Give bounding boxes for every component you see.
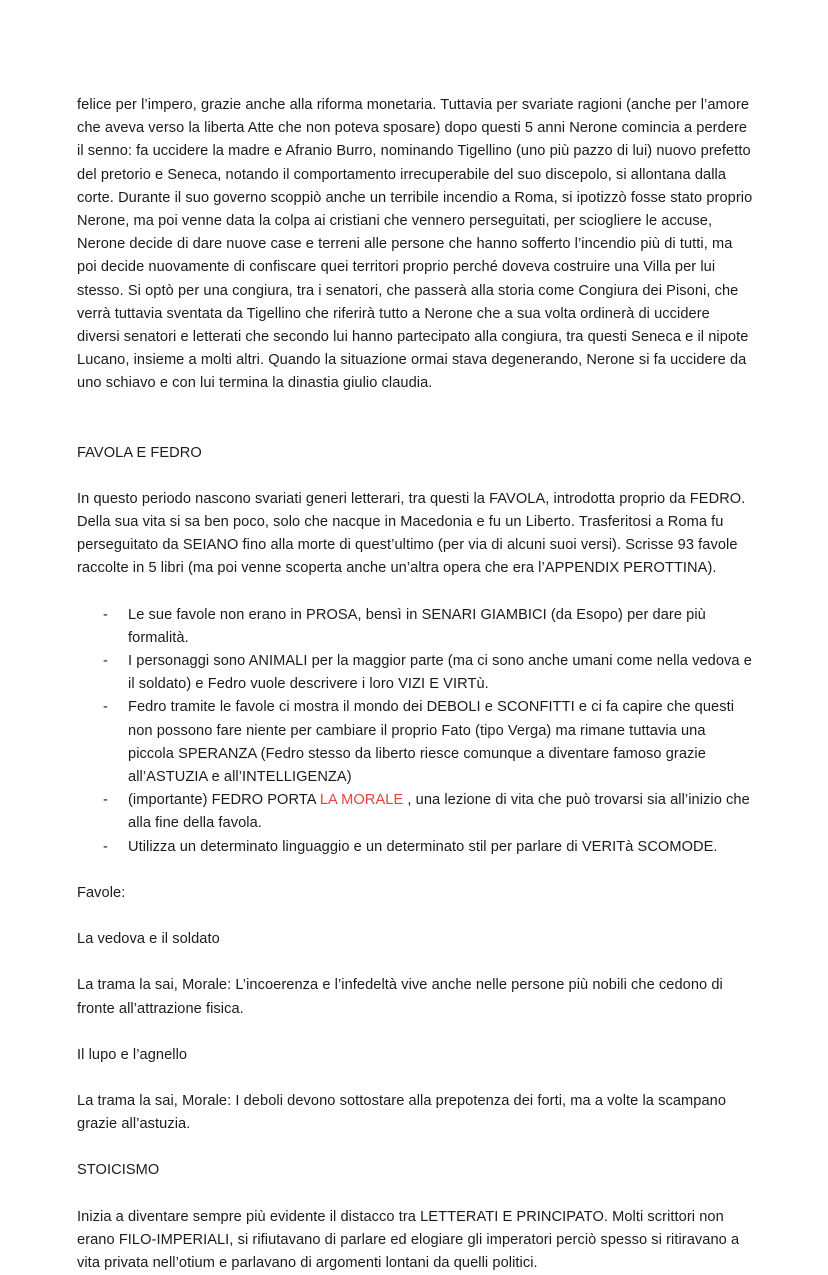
list-item: [77, 650, 753, 696]
favola-title-vedova: La vedova e il soldato: [77, 931, 220, 948]
highlight-la-morale: LA MORALE: [319, 792, 404, 809]
favola-bullet-list: [77, 604, 753, 859]
favola-summary-vedova: La trama la sai, Morale: L’incoerenza e l’infedeltà vive anche nelle persone più nobili che cedono di fronte all’attrazione fisica.: [77, 977, 723, 1017]
spacer: [77, 581, 753, 604]
spacer: [77, 396, 753, 442]
favola-summary-lupo: La trama la sai, Morale: I deboli devono sottostare alla prepotenza dei forti, ma a volte la scampano grazie all’astuzia.: [77, 1092, 727, 1133]
spacer: [77, 1021, 753, 1044]
spacer: [77, 1067, 753, 1090]
paragraph-nerone: felice per l’impero, grazie anche alla riforma monetaria. Tuttavia per svariate ragioni (anche per l’amore che aveva verso la liberta Atte che non poteva sposare) dopo questi 5 anni Nerone comincia a perdere il senno: fa uccidere la madre e Afranio Burro, nominando Tigellino (uno più pazzo di lui) nuovo prefetto del pretorio e Seneca, notando il comportamento irrecuperabile del suo discepolo, si allontana dalla corte. Durante il suo governo scoppiò anche un terribile incendio a Roma, si ipotizzò fosse stato proprio Nerone, ma poi venne data la colpa ai cristiani che vennero perseguitati, per sciogliere le accuse, Nerone decide di dare nuove case e terreni alle persone che hanno sofferto l’incendio più di tutti, ma poi decide nuovamente di confiscare quei territori proprio perché doveva costruire una Villa per lui stesso. Si optò per una congiura, tra i senatori, che passerà alla storia come Congiura dei Pisoni, che verrà tuttavia sventata da Tigellino che riferirà tutto a Nerone che a sua volta ordinerà di uccidere diversi senatori e letterati che secondo lui hanno partecipato alla congiura, tra questi Seneca e il nipote Lucano, insieme a molti altri. Quando la situazione ormai stava degenerando, Nerone si fa uccidere da uno schiavo e con lui termina la dinastia giulio claudia.: [77, 97, 753, 392]
list-item-text: I personaggi sono ANIMALI per la maggior parte (ma ci sono anche umani come nella vedova e il soldato) e Fedro vuole descrivere i loro VIZI E VIRTù.: [128, 653, 752, 693]
spacer: [77, 905, 753, 928]
list-item-text: Utilizza un determinato linguaggio e un determinato stil per parlare di VERITà SCOMODE.: [128, 838, 718, 855]
heading-stoicismo: STOICISMO: [77, 1162, 160, 1179]
list-item-text-before: (importante) FEDRO PORTA: [128, 792, 320, 809]
spacer: [77, 951, 753, 974]
list-item: [77, 604, 753, 650]
favola-title-lupo: Il lupo e l’agnello: [77, 1046, 188, 1063]
list-item-text: Fedro tramite le favole ci mostra il mondo dei DEBOLI e SCONFITTI e ci fa capire che questi non possono fare niente per cambiare il proprio Fato (tipo Verga) ma rimane tuttavia una piccola SPERANZA (Fedro stesso da liberto riesce comunque a diventare famoso grazie all’ASTUZIA e all’INTELLIGENZA): [128, 699, 735, 786]
list-item-text-after: , una lezione di vita che può trovarsi sia all’inizio che alla fine della favola.: [128, 792, 750, 832]
spacer: [77, 1136, 753, 1159]
list-item: [77, 836, 753, 859]
spacer: [77, 465, 753, 488]
paragraph-favola-intro: In questo periodo nascono svariati generi letterari, tra questi la FAVOLA, introdotta proprio da FEDRO. Della sua vita si sa ben poco, solo che nacque in Macedonia e fu un Liberto. Trasferitosi a Roma fu perseguitato da SEIANO fino alla morte di quest’ultimo (per via di alcuni suoi versi). Scrisse 93 favole raccolte in 5 libri (ma poi venne scoperta anche un’altra opera che era l’APPENDIX PEROTTINA).: [77, 490, 746, 577]
heading-favola-e-fedro: FAVOLA E FEDRO: [77, 444, 202, 461]
spacer: [77, 1183, 753, 1206]
label-favole: Favole:: [77, 884, 126, 901]
paragraph-stoicismo: Inizia a diventare sempre più evidente il distacco tra LETTERATI E PRINCIPATO. Molti scrittori non erano FILO-IMPERIALI, si rifiutavano di parlare ed elogiare gli imperatori perciò spesso si ritiravano a vita privata nell’otium e parlavano di argomenti lontani da quelli politici.: [77, 1208, 740, 1271]
list-item: [77, 696, 753, 789]
document-content: [77, 94, 753, 1275]
list-item-text: Le sue favole non erano in PROSA, bensì in SENARI GIAMBICI (da Esopo) per dare più formalità.: [128, 606, 706, 646]
spacer: [77, 859, 753, 882]
list-item-morale: [77, 789, 753, 835]
